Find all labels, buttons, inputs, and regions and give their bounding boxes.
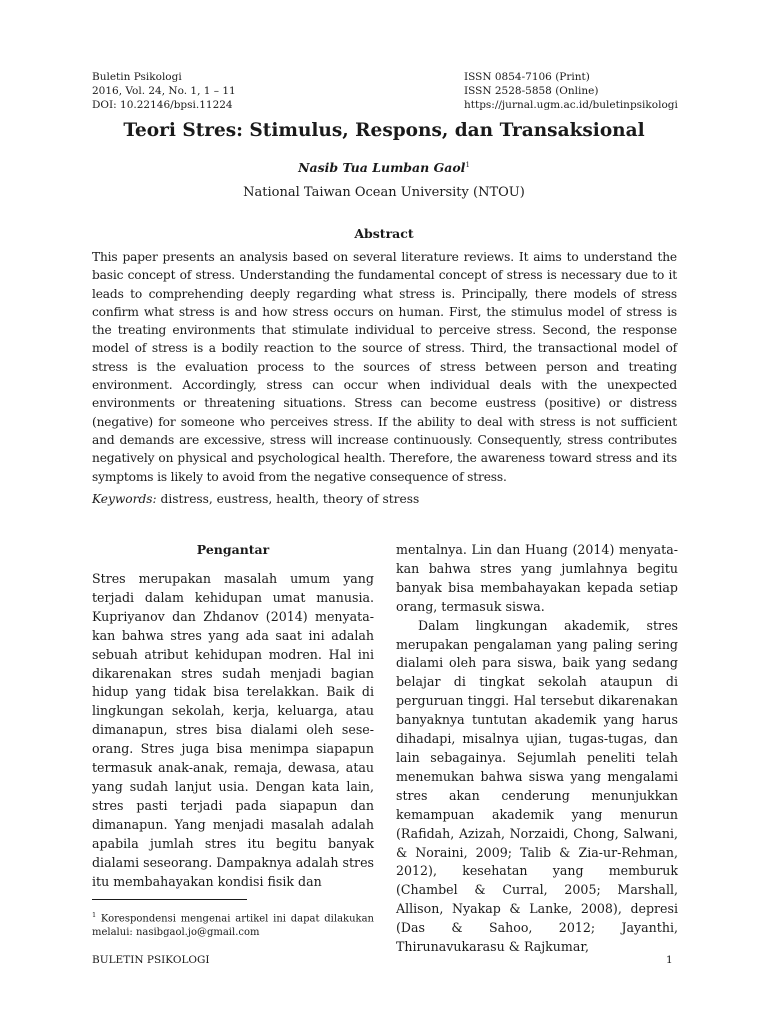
right-column-paragraph-2: Dalam lingkungan akademik, stres merupakan pengalaman yang paling sering dialami oleh para siswa, baik yang sedang belajar di tingkat sekolah ataupun di perguruan tinggi. Hal tersebut dikarenakan banyaknya tuntutan akademik yang harus dihadapi, misalnya ujian, tugas-tugas, dan lain sebagainya. Sejumlah peneliti telah menemukan bahwa siswa yang mengalami stres akan cenderung menunjukkan kemampuan akademik yang menurun (Rafidah, Azizah, Norzaidi, Chong, Salwani, & Noraini, 2009; Talib & Zia-ur-Rehman, 2012), kesehatan yang memburuk (Chambel & Curral, 2005; Marshall, Allison, Nyakap & Lanke, 2008), depresi (Das & Sahoo, 2012; Jayanthi, Thirunavukarasu & Rajkumar, — [396, 617, 678, 955]
header-left — [92, 70, 236, 112]
affiliation: National Taiwan Ocean University (NTOU) — [243, 185, 525, 200]
keywords-label: Keywords: — [92, 492, 157, 506]
page-number: 1 — [666, 954, 673, 966]
author-line — [0, 160, 768, 175]
keywords — [92, 490, 677, 508]
left-column — [92, 570, 374, 891]
author-note-marker[interactable]: 1 — [465, 160, 470, 169]
right-column-paragraph-1: mentalnya. Lin dan Huang (2014) menyatakan bahwa stres yang jumlahnya begitu banyak bisa membahayakan kepada setiap orang, termasuk siswa. — [396, 542, 678, 614]
footnote-marker: 1 — [92, 911, 97, 919]
abstract-text: This paper presents an analysis based on several literature reviews. It aims to understand the basic concept of stress. Understanding the fundamental concept of stress is necessary due to it leads to comprehending deeply regarding what stress is. Principally, there models of stress confirm what stress is and how stress occurs on human. First, the stimulus model of stress is the treating environments that stimulate individual to perceive stress. Second, the response model of stress is a bodily reaction to the source of stress. Third, the transactional model of stress is the evaluation process to the sources of stress between person and treating environment. Accordingly, stress can occur when individual deals with the unexpected environments or threatening situations. Stress can become eustress (positive) or distress (negative) for someone who perceives stress. If the ability to deal with stress is not sufficient and demands are excessive, stress will increase continuously. Consequently, stress contributes negatively on physical and psychological health. Therefore, the awareness toward stress and its symptoms is likely to avoid from the negative consequence of stress. — [92, 250, 677, 484]
footer-journal: BULETIN PSIKOLOGI — [92, 954, 210, 966]
footnote-text: Korespondensi mengenai artikel ini dapat dilakukan melalui: nasibgaol.jo@gmail.com — [92, 913, 374, 939]
footnote — [92, 908, 374, 940]
volume-info: 2016, Vol. 24, No. 1, 1 – 11 — [92, 85, 236, 97]
journal-url[interactable]: https://jurnal.ugm.ac.id/buletinpsikologi — [464, 99, 678, 111]
keywords-list: distress, eustress, health, theory of stress — [160, 492, 420, 506]
right-column — [396, 541, 678, 957]
author-name: Nasib Tua Lumban Gaol — [298, 160, 466, 175]
journal-name: Buletin Psikologi — [92, 71, 182, 83]
issn-print: ISSN 0854-7106 (Print) — [464, 71, 590, 83]
header-right — [464, 70, 678, 112]
abstract-heading: Abstract — [354, 226, 414, 241]
paper-title: Teori Stres: Stimulus, Respons, dan Transaksional — [123, 120, 645, 141]
footnote-divider — [92, 899, 247, 900]
issn-online: ISSN 2528-5858 (Online) — [464, 85, 599, 97]
left-column-paragraph: Stres merupakan masalah umum yang terjadi dalam kehidupan umat manusia. Kupriyanov dan Zhdanov (2014) menyatakan bahwa stres yang ada saat ini adalah sebuah atribut kehidupan modren. Hal ini dikarenakan stres sudah menjadi bagian hidup yang tidak bisa terelakkan. Baik di lingkungan sekolah, kerja, keluarga, atau dimanapun, stres bisa dialami oleh seseorang. Stres juga bisa menimpa siapapun termasuk anak-anak, remaja, dewasa, atau yang sudah lanjut usia. Dengan kata lain, stres pasti terjadi pada siapapun dan dimanapun. Yang menjadi masalah adalah apabila jumlah stres itu begitu banyak dialami seseorang. Dampaknya adalah stres itu membahayakan kondisi fisik dan — [92, 571, 374, 889]
doi[interactable]: DOI: 10.22146/bpsi.11224 — [92, 99, 233, 111]
section-heading: Pengantar — [196, 542, 270, 557]
